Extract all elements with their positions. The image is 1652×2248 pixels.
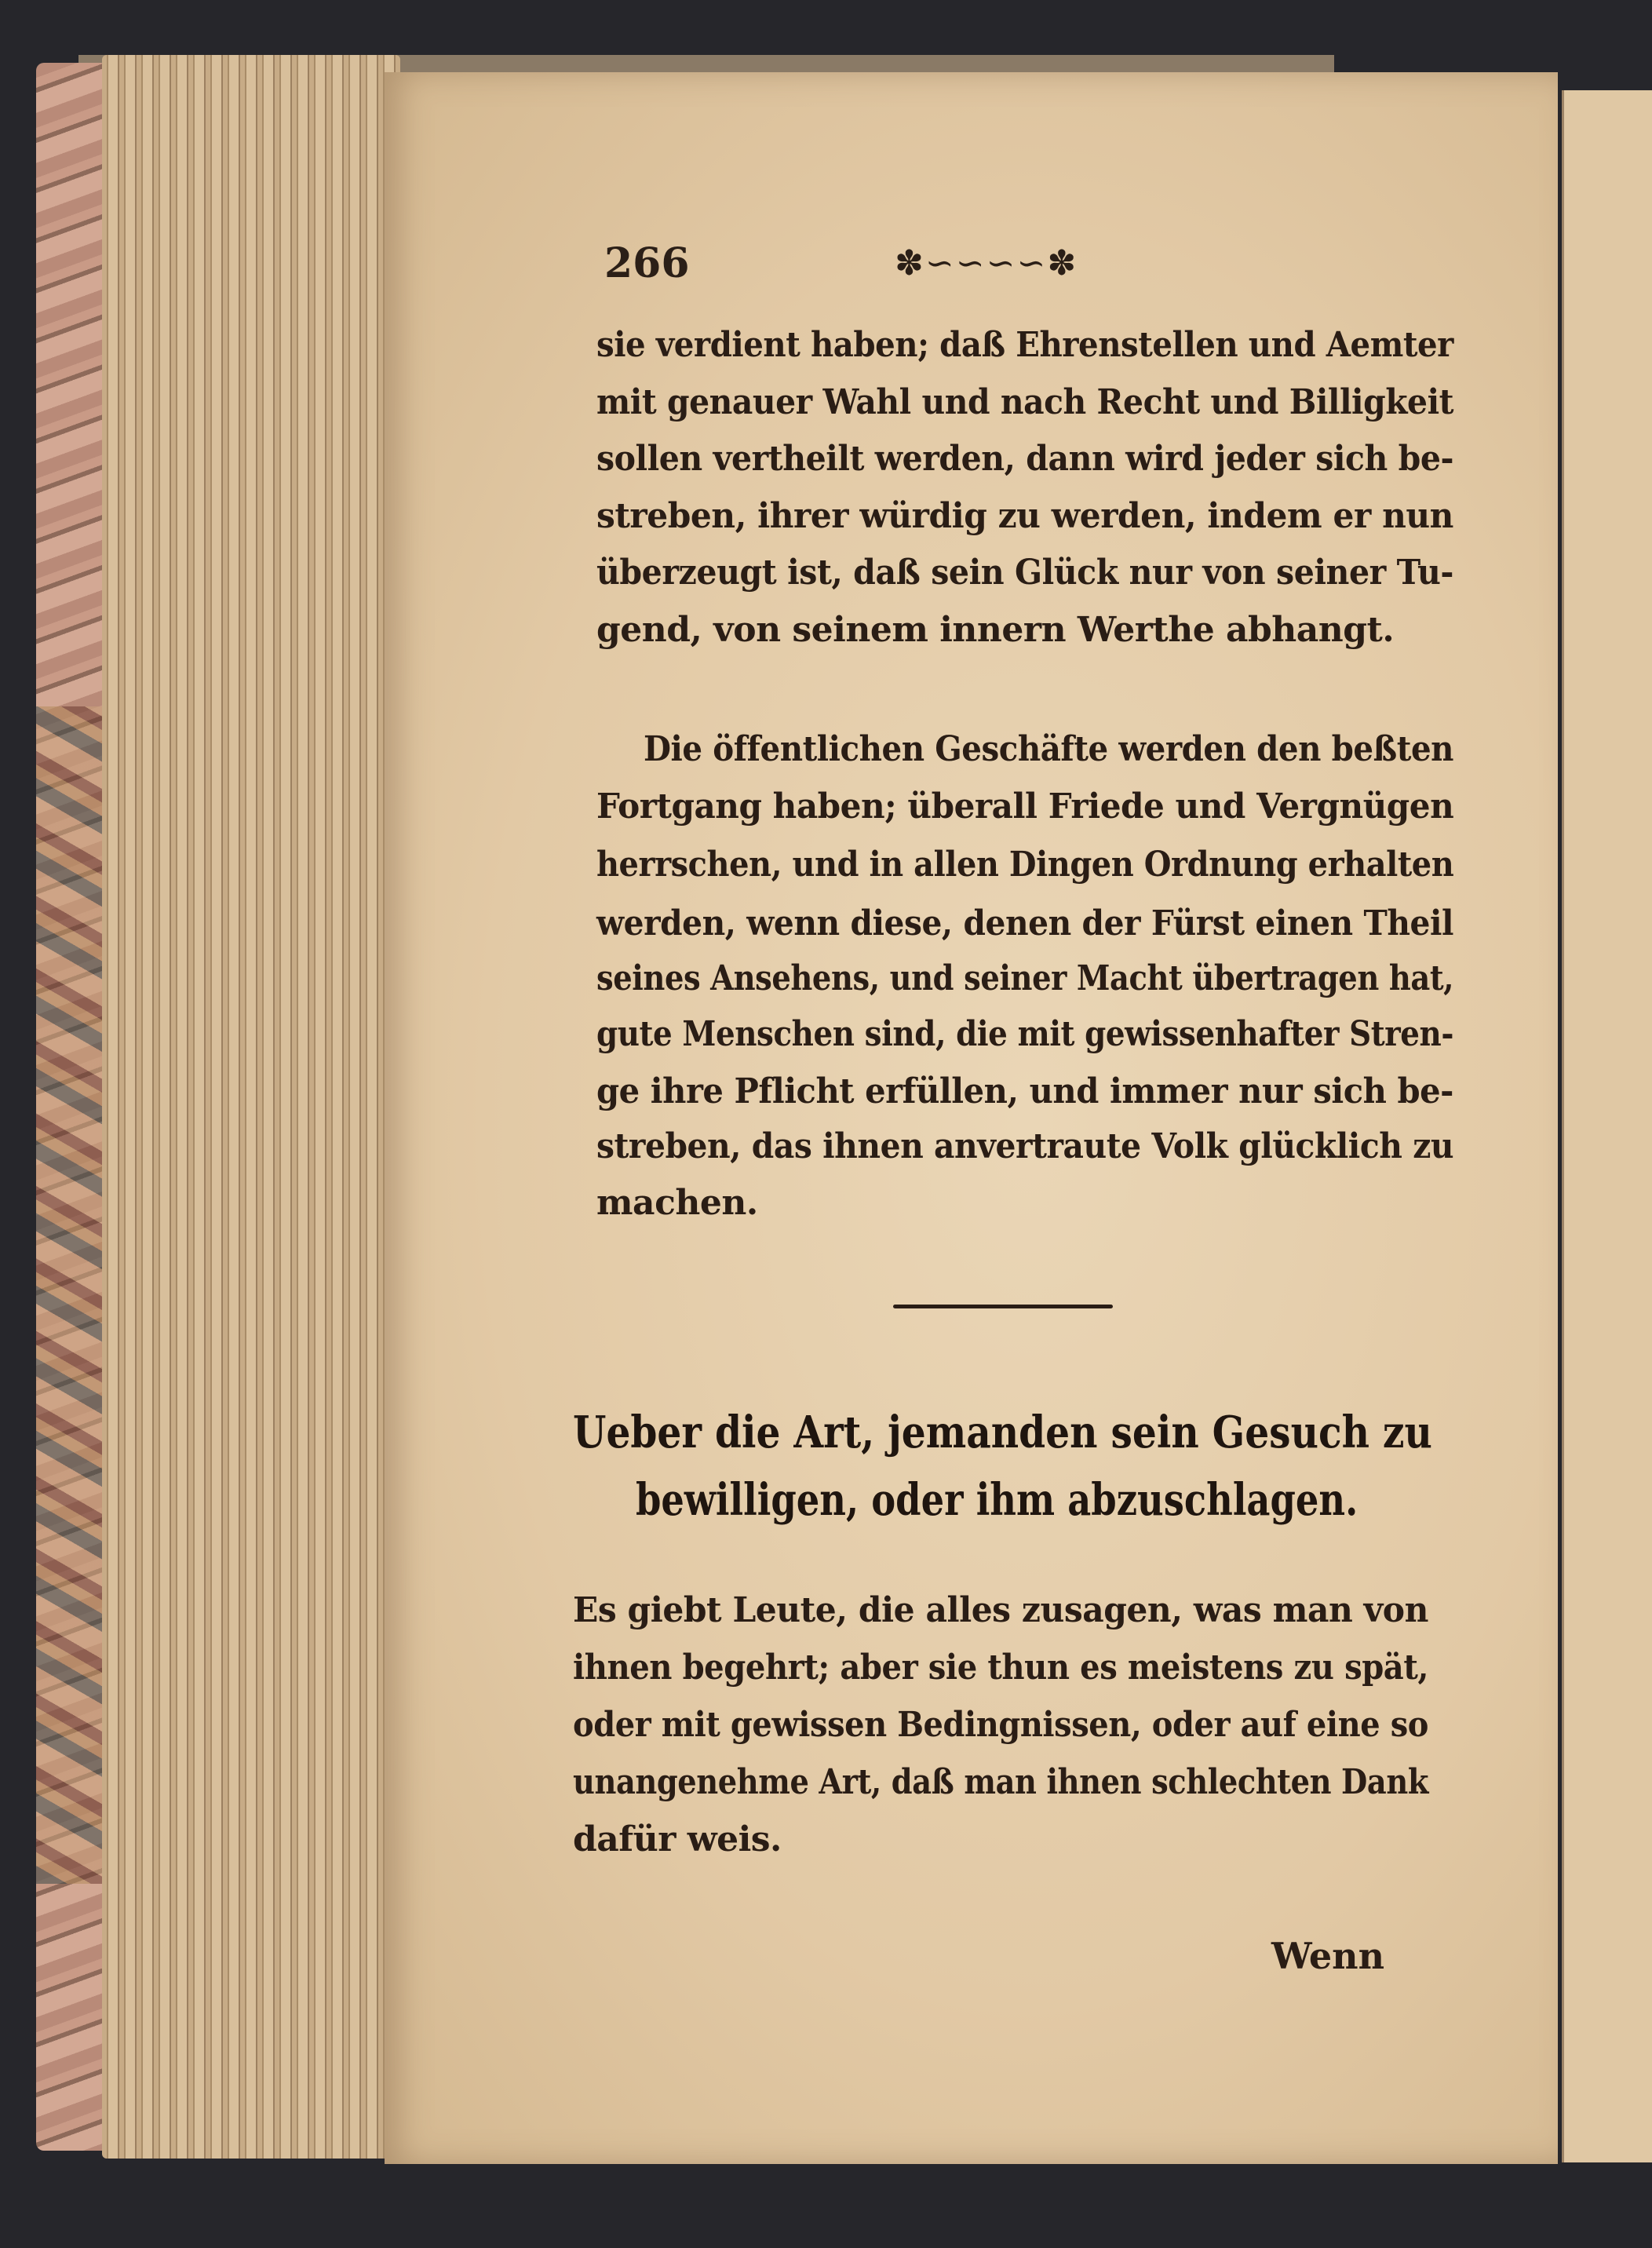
text-line: ge ihre Pflicht erfüllen, und immer nur sich be- [596,1071,1454,1111]
text-line: gend, von seinem innern Werthe abhangt. [596,610,1395,650]
text-line: oder mit gewissen Bedingnissen, oder auf eine so [573,1705,1428,1745]
text-line: mit genauer Wahl und nach Recht und Billigkeit [596,382,1454,422]
text-line: gute Menschen sind, die mit gewissenhafter Stren- [596,1014,1454,1054]
text-line: dafür weis. [573,1819,782,1859]
text-line: streben, das ihnen anvertraute Volk glücklich zu [596,1126,1454,1166]
header-ornament: ✽∽∽∽∽✽ [895,243,1078,283]
text-line: unangenehme Art, daß man ihnen schlechten Dank [573,1762,1429,1802]
text-line: sie verdient haben; daß Ehrenstellen und Aemter [596,325,1453,365]
text-line: streben, ihrer würdig zu werden, indem er nun [596,496,1453,536]
marbled-cover-pattern [36,706,107,1884]
text-line: Es giebt Leute, die alles zusagen, was man von [573,1590,1428,1630]
catchword: Wenn [1271,1935,1385,1977]
facing-page-edge [1562,90,1652,2162]
text-line: Fortgang haben; überall Friede und Vergnügen [596,786,1454,827]
section-heading-line: bewilligen, oder ihm abzuschlagen. [636,1474,1358,1526]
text-line: überzeugt ist, daß sein Glück nur von seiner Tu- [596,553,1454,593]
section-divider [893,1305,1113,1308]
text-line: werden, wenn diese, denen der Fürst einen Theil [596,903,1453,943]
text-line: ihnen begehrt; aber sie thun es meistens zu spät, [573,1648,1428,1688]
text-line: herrschen, und in allen Dingen Ordnung erhalten [596,845,1454,885]
text-line: seines Ansehens, und seiner Macht übertragen hat, [596,958,1454,998]
text-line: Die öffentlichen Geschäfte werden den beßten [644,729,1454,769]
section-heading-line: Ueber die Art, jemanden sein Gesuch zu [573,1407,1432,1458]
text-line: sollen vertheilt werden, dann wird jeder sich be- [596,439,1454,479]
text-line: machen. [596,1183,758,1223]
page-number: 266 [604,239,690,287]
page-stack-edges [102,55,400,2159]
